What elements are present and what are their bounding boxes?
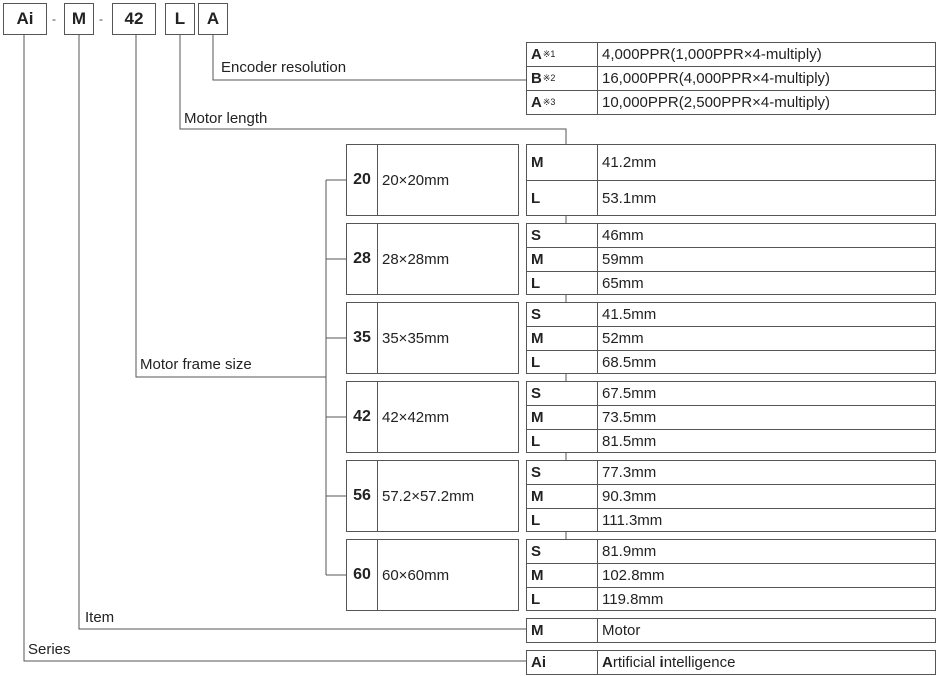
length-connector [180, 35, 566, 144]
model-frame-box: 42 [112, 3, 156, 35]
length-value-cell: 41.5mm [597, 302, 936, 327]
length-code-cell: M [526, 405, 598, 430]
length-code-cell: M [526, 326, 598, 351]
length-value-cell: 52mm [597, 326, 936, 351]
frame-code-cell: 42 [346, 381, 378, 453]
encoder-code: A [531, 94, 542, 111]
length-value-cell: 90.3mm [597, 484, 936, 509]
length-code-cell: L [526, 429, 598, 453]
length-code-cell: S [526, 302, 598, 327]
length-code-cell: L [526, 271, 598, 295]
length-value-cell: 81.5mm [597, 429, 936, 453]
length-value-cell: 59mm [597, 247, 936, 272]
length-value-cell: 119.8mm [597, 587, 936, 611]
item-label: Item [85, 609, 115, 626]
series-value-cell [597, 650, 936, 675]
encoder-value-cell: 10,000PPR(2,500PPR×4-multiply) [597, 90, 936, 115]
length-code-cell: L [526, 587, 598, 611]
length-code-cell: S [526, 460, 598, 485]
encoder-code-cell [526, 42, 598, 67]
length-value-cell: 73.5mm [597, 405, 936, 430]
length-value-cell: 41.2mm [597, 144, 936, 181]
frame-size-cell: 20×20mm [377, 144, 519, 216]
length-code-cell: M [526, 144, 598, 181]
series-value-initial: A [602, 654, 613, 671]
length-code-cell: S [526, 223, 598, 248]
length-value-cell: 77.3mm [597, 460, 936, 485]
series-value-initial: i [659, 654, 664, 671]
frame-size-cell: 60×60mm [377, 539, 519, 611]
encoder-code-cell [526, 66, 598, 91]
model-separator: - [52, 12, 56, 26]
frame-code-cell: 20 [346, 144, 378, 216]
footnote-mark: ※3 [542, 97, 556, 107]
length-value-cell: 68.5mm [597, 350, 936, 374]
length-code-cell: L [526, 508, 598, 532]
footnote-mark: ※1 [542, 49, 556, 59]
frame-connector [136, 35, 326, 377]
motor-frame-size-label: Motor frame size [140, 356, 252, 373]
footnote-mark: ※2 [542, 73, 556, 83]
length-value-cell: 111.3mm [597, 508, 936, 532]
frame-code-cell: 28 [346, 223, 378, 295]
frame-code-cell: 56 [346, 460, 378, 532]
item-code-cell: M [526, 618, 598, 643]
encoder-code-cell [526, 90, 598, 115]
frame-code-cell: 35 [346, 302, 378, 374]
length-code-cell: M [526, 247, 598, 272]
encoder-code: A [531, 46, 542, 63]
encoder-value-cell: 16,000PPR(4,000PPR×4-multiply) [597, 66, 936, 91]
model-length-box: L [165, 3, 195, 35]
length-value-cell: 102.8mm [597, 563, 936, 588]
frame-size-cell: 35×35mm [377, 302, 519, 374]
length-code-cell: S [526, 381, 598, 406]
frame-size-cell: 57.2×57.2mm [377, 460, 519, 532]
model-item-box: M [64, 3, 94, 35]
frame-size-cell: 42×42mm [377, 381, 519, 453]
model-series-box: Ai [3, 3, 47, 35]
model-encoder-box: A [198, 3, 228, 35]
length-code-cell: L [526, 180, 598, 216]
model-separator: - [99, 12, 103, 26]
frame-size-cell: 28×28mm [377, 223, 519, 295]
length-code-cell: L [526, 350, 598, 374]
motor-length-label: Motor length [184, 110, 268, 127]
length-code-cell: S [526, 539, 598, 564]
length-value-cell: 81.9mm [597, 539, 936, 564]
encoder-resolution-label: Encoder resolution [221, 59, 347, 76]
length-value-cell: 65mm [597, 271, 936, 295]
frame-code-cell: 60 [346, 539, 378, 611]
encoder-value-cell: 4,000PPR(1,000PPR×4-multiply) [597, 42, 936, 67]
length-value-cell: 67.5mm [597, 381, 936, 406]
length-code-cell: M [526, 484, 598, 509]
encoder-code: B [531, 70, 542, 87]
item-value-cell: Motor [597, 618, 936, 643]
series-code-cell: Ai [526, 650, 598, 675]
length-value-cell: 53.1mm [597, 180, 936, 216]
series-value-text: rtificial [612, 654, 660, 671]
length-code-cell: M [526, 563, 598, 588]
length-value-cell: 46mm [597, 223, 936, 248]
series-label: Series [28, 641, 71, 658]
series-value-text: ntelligence [663, 654, 736, 671]
